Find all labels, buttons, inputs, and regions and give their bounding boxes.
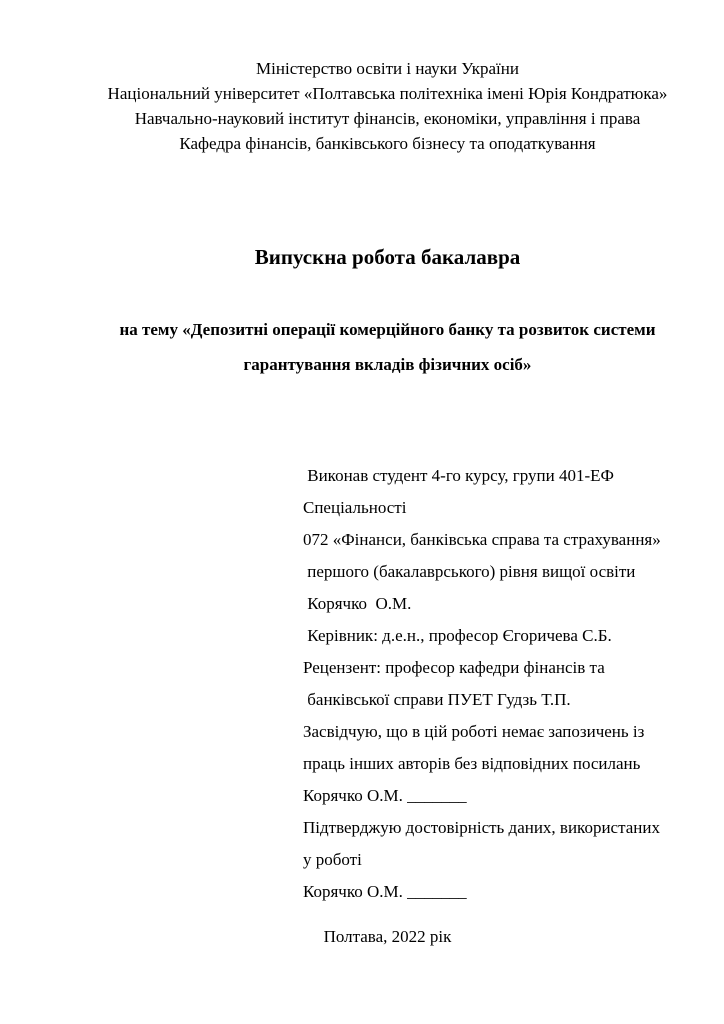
city-year-line: Полтава, 2022 рік	[323, 927, 452, 946]
student-name-line: Корячко О.М.	[303, 594, 412, 613]
declaration-line-2: праць інших авторів без відповідних посилань	[303, 754, 641, 773]
signature-line-1: Корячко О.М. _______	[303, 786, 467, 805]
confirmation-line-2: у роботі	[303, 850, 362, 869]
speciality-label-line: Спеціальності	[303, 498, 407, 517]
thesis-title: Випускна робота бакалавра	[254, 245, 521, 269]
attribution-block	[303, 460, 672, 908]
institution-header	[103, 56, 672, 156]
topic-line-2: гарантування вкладів фізичних осіб»	[243, 355, 532, 374]
student-line: Виконав студент 4-го курсу, групи 401-ЕФ	[303, 466, 614, 485]
thesis-topic	[103, 312, 672, 382]
institute-line: Навчально-науковий інститут фінансів, економіки, управління і права	[134, 109, 641, 128]
declaration-line-1: Засвідчую, що в цій роботі немає запозичень із	[303, 722, 645, 741]
ministry-line: Міністерство освіти і науки України	[256, 59, 519, 78]
degree-level-line: першого (бакалаврського) рівня вищої освіти	[303, 562, 636, 581]
university-line: Національний університет «Полтавська політехніка імені Юрія Кондратюка»	[107, 84, 668, 103]
confirmation-line-1: Підтверджую достовірність даних, використаних	[303, 818, 660, 837]
reviewer-line-2: банківської справи ПУЕТ Гудзь Т.П.	[303, 690, 571, 709]
speciality-code-line: 072 «Фінанси, банківська справа та страхування»	[303, 530, 661, 549]
signature-line-2: Корячко О.М. _______	[303, 882, 467, 901]
topic-line-1: на тему «Депозитні операції комерційного банку та розвиток системи	[119, 320, 656, 339]
supervisor-line: Керівник: д.е.н., професор Єгоричева С.Б.	[303, 626, 612, 645]
department-line: Кафедра фінансів, банківського бізнесу та оподаткування	[179, 134, 596, 153]
reviewer-line-1: Рецензент: професор кафедри фінансів та	[303, 658, 605, 677]
